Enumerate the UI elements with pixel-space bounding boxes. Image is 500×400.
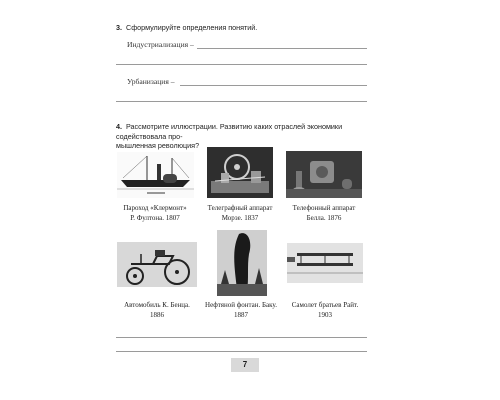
caption-telegraph-line-1: Телеграфный аппарат — [207, 204, 273, 212]
answer-line-4[interactable] — [116, 101, 367, 102]
caption-telephone-line-1: Телефонный аппарат — [292, 204, 356, 212]
caption-oil-fountain — [196, 301, 286, 320]
answer-line-1[interactable] — [197, 48, 367, 49]
telephone-photo — [286, 151, 362, 198]
telegraph-photo — [207, 147, 273, 198]
caption-steamboat — [110, 204, 200, 223]
page-number: 7 — [231, 358, 259, 372]
caption-telegraph — [195, 204, 285, 223]
caption-airplane-line-2: 1903 — [318, 310, 332, 319]
task-3-number: 3. — [116, 23, 122, 32]
caption-automobile — [112, 301, 202, 320]
task-4-line-2: мышленная революция? — [116, 141, 200, 150]
caption-airplane — [280, 301, 370, 320]
caption-telegraph-line-2: Морзе. 1837 — [221, 213, 259, 222]
caption-automobile-line-2: 1886 — [150, 310, 164, 319]
answer-line-6[interactable] — [116, 351, 367, 352]
answer-line-5[interactable] — [116, 337, 367, 338]
caption-telephone-line-2: Белла. 1876 — [306, 213, 342, 222]
task-4-line-1: Рассмотрите иллюстрации. Развитию каких отраслей экономики содействовала про- — [116, 122, 343, 141]
caption-telephone — [279, 204, 369, 223]
term-industrialization: Индустриализация – — [127, 40, 194, 49]
airplane-photo — [287, 243, 363, 283]
caption-airplane-line-1: Самолет братьев Райт. — [291, 301, 359, 309]
caption-steamboat-line-1: Пароход «Клермонт» — [123, 204, 187, 212]
oil-fountain-photo — [217, 230, 267, 296]
answer-line-3[interactable] — [180, 85, 367, 86]
term-urbanization: Урбанизация – — [127, 77, 175, 86]
answer-line-2[interactable] — [116, 64, 367, 65]
task-4-number: 4. — [116, 122, 122, 131]
task-3-prompt — [116, 23, 257, 33]
caption-oil-fountain-line-1: Нефтяной фонтан. Баку. — [205, 301, 277, 309]
caption-steamboat-line-2: Р. Фултона. 1807 — [130, 213, 180, 222]
caption-oil-fountain-line-2: 1887 — [234, 310, 248, 319]
caption-automobile-line-1: Автомобиль К. Бенца. — [124, 301, 190, 309]
automobile-photo — [117, 242, 197, 287]
task-3-text: Сформулируйте определения понятий. — [126, 23, 258, 32]
steamboat-illustration — [117, 152, 194, 198]
